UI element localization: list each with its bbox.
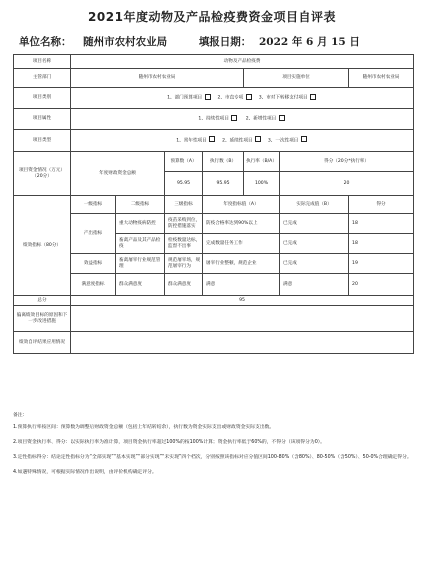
perf-l1-header: 一级指标 bbox=[71, 196, 116, 214]
impl-unit-label: 项目实施单位 bbox=[244, 69, 349, 88]
type-option-1: 1、常年性项目 bbox=[176, 138, 207, 144]
project-name-label: 项目名称 bbox=[14, 55, 71, 69]
checkbox-icon[interactable] bbox=[231, 115, 237, 121]
category-option-3: 3、市对下转移支付项目 bbox=[258, 95, 308, 101]
perf-actual-header: 实际完成值（B） bbox=[280, 196, 349, 214]
funds-exec-header: 执行数（B） bbox=[203, 152, 244, 172]
page-title: 2021年度动物及产品检疫费资金项目自评表 bbox=[88, 10, 336, 24]
note-item: 1.预算执行率按区间：预算数为调整后财政资金总额（包括上年结转结余），执行数为资金实际支出或财政资金实际支出数。 bbox=[13, 424, 275, 430]
row-project-name bbox=[14, 55, 414, 69]
unit-name-label: 单位名称： bbox=[19, 36, 72, 48]
perf-score: 18 bbox=[349, 234, 414, 254]
perf-actual: 已完成 bbox=[280, 234, 349, 254]
funds-exec: 95.95 bbox=[203, 172, 244, 196]
deduct-value bbox=[71, 306, 414, 332]
perf-l2: 畜禽屠宰行业规范管理 bbox=[116, 254, 165, 274]
attribute-options bbox=[71, 109, 414, 130]
usage-label: 绩效自评结果应用情况 bbox=[14, 332, 71, 354]
perf-score: 18 bbox=[349, 214, 414, 234]
project-name-value: 动物及产品检疫费 bbox=[71, 55, 414, 69]
checkbox-icon[interactable] bbox=[246, 94, 252, 100]
type-option-3: 3、一次性项目 bbox=[267, 138, 299, 144]
funds-rate-header: 执行率（B/A） bbox=[244, 152, 280, 172]
perf-l3: 检疫数量达标，监督不出事 bbox=[165, 234, 203, 254]
type-label: 项目类型 bbox=[14, 130, 71, 152]
row-total bbox=[14, 296, 414, 306]
category-label: 项目类别 bbox=[14, 88, 71, 109]
perf-l1: 效益指标 bbox=[71, 254, 116, 274]
perf-actual: 满意 bbox=[280, 274, 349, 296]
checkbox-icon[interactable] bbox=[255, 136, 261, 142]
perf-score: 20 bbox=[349, 274, 414, 296]
checkbox-icon[interactable] bbox=[205, 94, 211, 100]
unit-name-value: 随州市农村农业局 bbox=[83, 36, 168, 48]
category-options bbox=[71, 88, 414, 109]
row-funds-header bbox=[14, 152, 414, 172]
notes-section bbox=[13, 412, 413, 484]
funds-rate: 100% bbox=[244, 172, 280, 196]
attribute-option-1: 1、持续性项目 bbox=[198, 116, 229, 122]
perf-l1: 产出指标 bbox=[71, 214, 116, 254]
perf-target-header: 年度指标值（A） bbox=[203, 196, 280, 214]
perf-score: 19 bbox=[349, 254, 414, 274]
row-perf-header bbox=[14, 196, 414, 214]
attribute-option-2: 2、新增性项目 bbox=[245, 116, 277, 122]
report-date-label: 填报日期： bbox=[198, 36, 252, 48]
funds-budget: 95.95 bbox=[165, 172, 203, 196]
perf-l2: 畜禽产品及其产品检疫 bbox=[116, 234, 165, 254]
deduct-label: 偏离绩效目标的原因和下一步改进措施 bbox=[14, 306, 71, 332]
perf-l3: 疫苗采购到位，防控措施落实 bbox=[165, 214, 203, 234]
row-category bbox=[14, 88, 414, 109]
checkbox-icon[interactable] bbox=[310, 94, 316, 100]
funds-score-header: 得分（20分*执行率） bbox=[280, 152, 414, 172]
perf-target: 防疫合格率达到90%以上 bbox=[203, 214, 280, 234]
funds-row-label: 年度财政资金总额 bbox=[71, 152, 165, 196]
report-date-value: 2022 年 6 月 15 日 bbox=[258, 36, 360, 48]
perf-label: 绩效指标（80分） bbox=[14, 196, 71, 296]
row-deduct bbox=[14, 306, 414, 332]
notes-heading: 备注： bbox=[13, 413, 28, 418]
row-type bbox=[14, 130, 414, 152]
usage-value bbox=[71, 332, 414, 354]
total-value: 95 bbox=[71, 296, 414, 306]
type-options bbox=[71, 130, 414, 152]
total-label: 总分 bbox=[14, 296, 71, 306]
category-option-2: 2、市直专项 bbox=[217, 95, 244, 101]
perf-l3-header: 三级指标 bbox=[165, 196, 203, 214]
perf-l3: 群众满意度 bbox=[165, 274, 203, 296]
perf-target: 完成数量任务工作 bbox=[203, 234, 280, 254]
evaluation-table bbox=[13, 54, 414, 354]
row-dept bbox=[14, 69, 414, 88]
perf-l2: 群众满意度 bbox=[116, 274, 165, 296]
checkbox-icon[interactable] bbox=[209, 136, 215, 142]
perf-l2-header: 二级指标 bbox=[116, 196, 165, 214]
perf-actual: 已完成 bbox=[280, 214, 349, 234]
note-item: 4.如遇特殊情况，可根据实际情况作出说明，由评价机构确定评分。 bbox=[13, 470, 157, 476]
table-row bbox=[14, 274, 414, 296]
perf-l1: 满意度指标 bbox=[71, 274, 116, 296]
header-line bbox=[19, 34, 419, 49]
table-row bbox=[14, 214, 414, 234]
perf-target: 满意 bbox=[203, 274, 280, 296]
impl-unit-value: 随州市农村农业局 bbox=[349, 69, 414, 88]
category-option-1: 1、部门预算项目 bbox=[167, 95, 203, 101]
perf-l3: 规范屠宰场，规范屠宰行为 bbox=[165, 254, 203, 274]
checkbox-icon[interactable] bbox=[301, 136, 307, 142]
type-option-2: 2、延续性项目 bbox=[222, 138, 253, 144]
dept-label: 主管部门 bbox=[14, 69, 71, 88]
perf-score-header: 得分 bbox=[349, 196, 414, 214]
note-item: 2.项目资金执行率、得分：以实际执行率为准计算，项目资金执行率超过100%的按100%计算；资金执行率低于60%的，不得分（该项得分为0）。 bbox=[13, 439, 325, 445]
funds-budget-header: 预算数（A） bbox=[165, 152, 203, 172]
funds-label: 项目资金情况（万元）（20分） bbox=[14, 152, 71, 196]
funds-score: 20 bbox=[280, 172, 414, 196]
note-item: 3.定性指标得分：结论定性指标分为“全部实现”“基本实现”“部分实现”“未实现”四个档次，分别按照该指标对应分值区间100-80%（含80%）、80-50%（含50%）、50-0%合理确定得分。 bbox=[13, 455, 412, 461]
checkbox-icon[interactable] bbox=[279, 115, 285, 121]
row-usage bbox=[14, 332, 414, 354]
table-row bbox=[14, 254, 414, 274]
perf-actual: 已完成 bbox=[280, 254, 349, 274]
row-attribute bbox=[14, 109, 414, 130]
attribute-label: 项目属性 bbox=[14, 109, 71, 130]
dept-value: 随州市农村农业局 bbox=[71, 69, 244, 88]
perf-l2: 重大动物疫病防控 bbox=[116, 214, 165, 234]
perf-target: 屠宰行业整顿，规范企业 bbox=[203, 254, 280, 274]
